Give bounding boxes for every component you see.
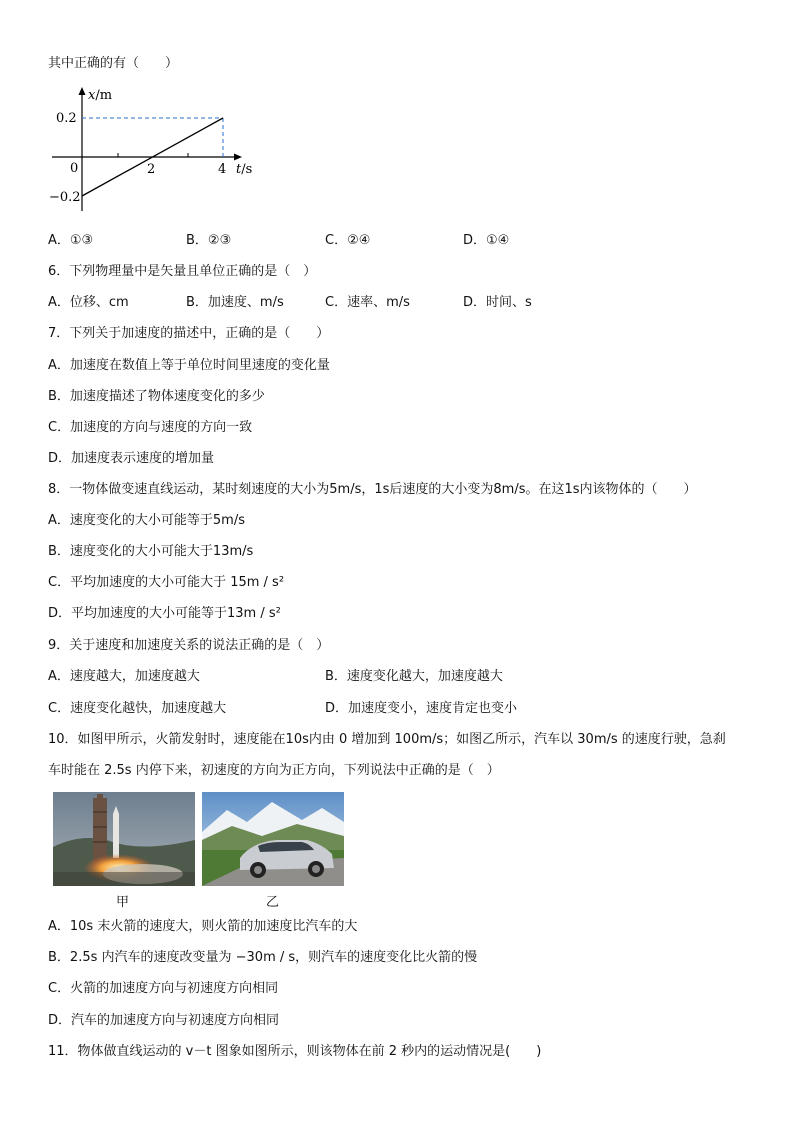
car-scene — [202, 792, 344, 886]
q5-option-d: D．①④ — [463, 233, 510, 248]
q11-stem: 11．物体做直线运动的 v－t 图象如图所示，则该物体在前 2 秒内的运动情况是( ) — [48, 1044, 542, 1059]
q8-option-b: B．速度变化的大小可能大于13m/s — [48, 544, 254, 559]
q6-stem: 6．下列物理量中是矢量且单位正确的是（ ） — [48, 264, 317, 279]
q10-option-b: B．2.5s 内汽车的速度改变量为 −30m / s，则汽车的速度变化比火箭的慢 — [48, 950, 478, 965]
graph-tick-label-neg: −0.2 — [49, 190, 81, 205]
q8-option-d: D．平均加速度的大小可能等于13m / s² — [48, 606, 281, 621]
q6-option-d: D．时间、s — [463, 295, 532, 310]
caption-left: 甲 — [116, 895, 130, 910]
graph-x-label: t/s — [236, 162, 253, 177]
q10-option-d: D．汽车的加速度方向与初速度方向相同 — [48, 1013, 280, 1028]
q6-option-c: C．速率、m/s — [325, 295, 410, 310]
graph-tick-label-2: 2 — [147, 162, 156, 177]
q9-stem: 9．关于速度和加速度关系的说法正确的是（ ） — [48, 638, 330, 653]
graph-tick-label-pos: 0.2 — [56, 111, 77, 126]
q7-option-a: A．加速度在数值上等于单位时间里速度的变化量 — [48, 358, 330, 373]
graph-y-arrow — [79, 87, 86, 95]
q7-option-b: B．加速度描述了物体速度变化的多少 — [48, 389, 265, 404]
graph-x-arrow — [234, 154, 242, 161]
graph-tick-label-origin: 0 — [70, 161, 79, 176]
car-photo — [202, 792, 344, 886]
graph-tick-label-4: 4 — [218, 162, 227, 177]
q9-option-c: C．速度变化越快，加速度越大 — [48, 701, 227, 716]
q6-option-a: A．位移、cm — [48, 295, 129, 310]
q8-option-c: C．平均加速度的大小可能大于 15m / s² — [48, 575, 285, 590]
graph-y-label: x/m — [88, 88, 113, 103]
q5-tail: 其中正确的有（ ） — [48, 56, 179, 71]
q6-option-b: B．加速度、m/s — [186, 295, 284, 310]
rocket-scene — [53, 792, 195, 886]
q7-stem: 7．下列关于加速度的描述中，正确的是（ ） — [48, 326, 330, 341]
q10-option-a: A．10s 末火箭的速度大，则火箭的加速度比汽车的大 — [48, 919, 358, 934]
q8-option-a: A．速度变化的大小可能等于5m/s — [48, 513, 245, 528]
q9-option-a: A．速度越大，加速度越大 — [48, 669, 200, 684]
q10-option-c: C．火箭的加速度方向与初速度方向相同 — [48, 981, 279, 996]
q5-option-c: C．②④ — [325, 233, 371, 248]
q10-stem-line2: 车时能在 2.5s 内停下来，初速度的方向为正方向，下列说法中正确的是（ ） — [48, 763, 500, 778]
q5-option-a: A．①③ — [48, 233, 94, 248]
rocket-launch-photo — [53, 792, 195, 886]
xt-graph — [40, 85, 270, 215]
q5-option-b: B．②③ — [186, 233, 232, 248]
caption-right: 乙 — [266, 895, 280, 910]
q8-stem: 8．一物体做变速直线运动，某时刻速度的大小为5m/s，1s后速度的大小变为8m/s。在这1s内该物体的（ ） — [48, 482, 697, 497]
q10-stem-line1: 10．如图甲所示，火箭发射时，速度能在10s内由 0 增加到 100m/s；如图乙所示，汽车以 30m/s 的速度行驶，急刹 — [48, 732, 726, 747]
q7-option-d: D．加速度表示速度的增加量 — [48, 451, 215, 466]
q7-option-c: C．加速度的方向与速度的方向一致 — [48, 420, 253, 435]
q9-option-b: B．速度变化越大，加速度越大 — [325, 669, 503, 684]
q9-option-d: D．加速度变小，速度肯定也变小 — [325, 701, 518, 716]
